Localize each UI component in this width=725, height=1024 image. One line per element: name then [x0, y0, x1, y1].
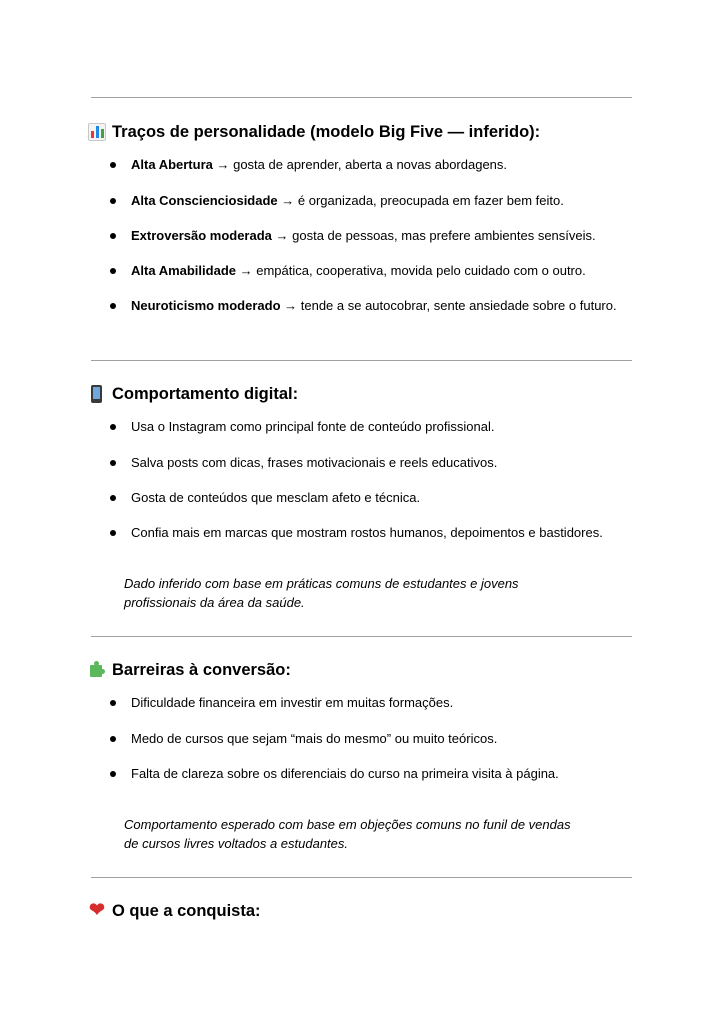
- bullet-dot: [110, 198, 116, 204]
- trait-name: Alta Conscienciosidade: [131, 193, 278, 208]
- trait-description: → empática, cooperativa, movida pelo cuidado com o outro.: [235, 263, 586, 278]
- trait-name: Alta Amabilidade: [131, 263, 236, 278]
- list-item: [110, 419, 494, 435]
- note-line: Dado inferido com base em práticas comuns de estudantes e jovens: [124, 576, 519, 591]
- list-item-text: Gosta de conteúdos que mesclam afeto e técnica.: [131, 490, 421, 505]
- divider: [91, 360, 632, 361]
- red-heart-icon: ❤: [89, 900, 105, 921]
- list-item: [110, 157, 507, 173]
- list-item-text: Usa o Instagram como principal fonte de conteúdo profissional.: [131, 419, 495, 434]
- list-item: [110, 298, 617, 314]
- list-item: [110, 490, 420, 506]
- note-line: profissionais da área da saúde.: [124, 595, 305, 610]
- bullet-dot: [110, 736, 116, 742]
- bullet-dot: [110, 268, 116, 274]
- section-heading-conquest: [88, 901, 261, 921]
- bullet-dot: [110, 233, 116, 239]
- section-title: Comportamento digital:: [112, 385, 299, 403]
- trait-description: → tende a se autocobrar, sente ansiedade sobre o futuro.: [280, 298, 617, 313]
- divider: [91, 877, 632, 878]
- bullet-dot: [110, 771, 116, 777]
- bar-chart-icon: [88, 123, 106, 141]
- section-heading-personality: [88, 122, 540, 142]
- list-item: [110, 455, 497, 471]
- puzzle-piece-icon: [88, 661, 106, 679]
- list-item: [110, 525, 603, 541]
- italic-note: [124, 815, 571, 853]
- bullet-dot: [110, 162, 116, 168]
- mobile-phone-icon: [88, 385, 106, 403]
- italic-note: [124, 574, 519, 612]
- list-item-text: Falta de clareza sobre os diferenciais do curso na primeira visita à página.: [131, 766, 559, 781]
- bullet-dot: [110, 424, 116, 430]
- bullet-dot: [110, 530, 116, 536]
- list-item: [110, 193, 564, 209]
- section-title: O que a conquista:: [112, 902, 261, 920]
- list-item-text: Confia mais em marcas que mostram rostos humanos, depoimentos e bastidores.: [131, 525, 603, 540]
- section-title: Traços de personalidade (modelo Big Five — inferido):: [112, 123, 541, 141]
- list-item-text: Dificuldade financeira em investir em muitas formações.: [131, 695, 454, 710]
- list-item-text: Salva posts com dicas, frases motivacionais e reels educativos.: [131, 455, 498, 470]
- list-item: [110, 228, 596, 244]
- list-item: [110, 263, 586, 279]
- trait-name: Neuroticismo moderado: [131, 298, 281, 313]
- trait-name: Extroversão moderada: [131, 228, 272, 243]
- divider: [91, 636, 632, 637]
- bullet-dot: [110, 460, 116, 466]
- bullet-dot: [110, 700, 116, 706]
- section-heading-digital: [88, 384, 298, 404]
- list-item-text: Medo de cursos que sejam “mais do mesmo” ou muito teóricos.: [131, 731, 498, 746]
- list-item: [110, 695, 453, 711]
- bullet-dot: [110, 303, 116, 309]
- trait-name: Alta Abertura: [131, 157, 213, 172]
- list-item: [110, 766, 559, 782]
- trait-description: → gosta de pessoas, mas prefere ambientes sensíveis.: [271, 228, 596, 243]
- trait-description: → gosta de aprender, aberta a novas abordagens.: [212, 157, 508, 172]
- trait-description: → é organizada, preocupada em fazer bem feito.: [277, 193, 564, 208]
- note-line: de cursos livres voltados a estudantes.: [124, 836, 349, 851]
- divider: [91, 97, 632, 98]
- section-heading-barriers: [88, 660, 291, 680]
- bullet-dot: [110, 495, 116, 501]
- section-title: Barreiras à conversão:: [112, 661, 291, 679]
- note-line: Comportamento esperado com base em objeções comuns no funil de vendas: [124, 817, 571, 832]
- list-item: [110, 731, 497, 747]
